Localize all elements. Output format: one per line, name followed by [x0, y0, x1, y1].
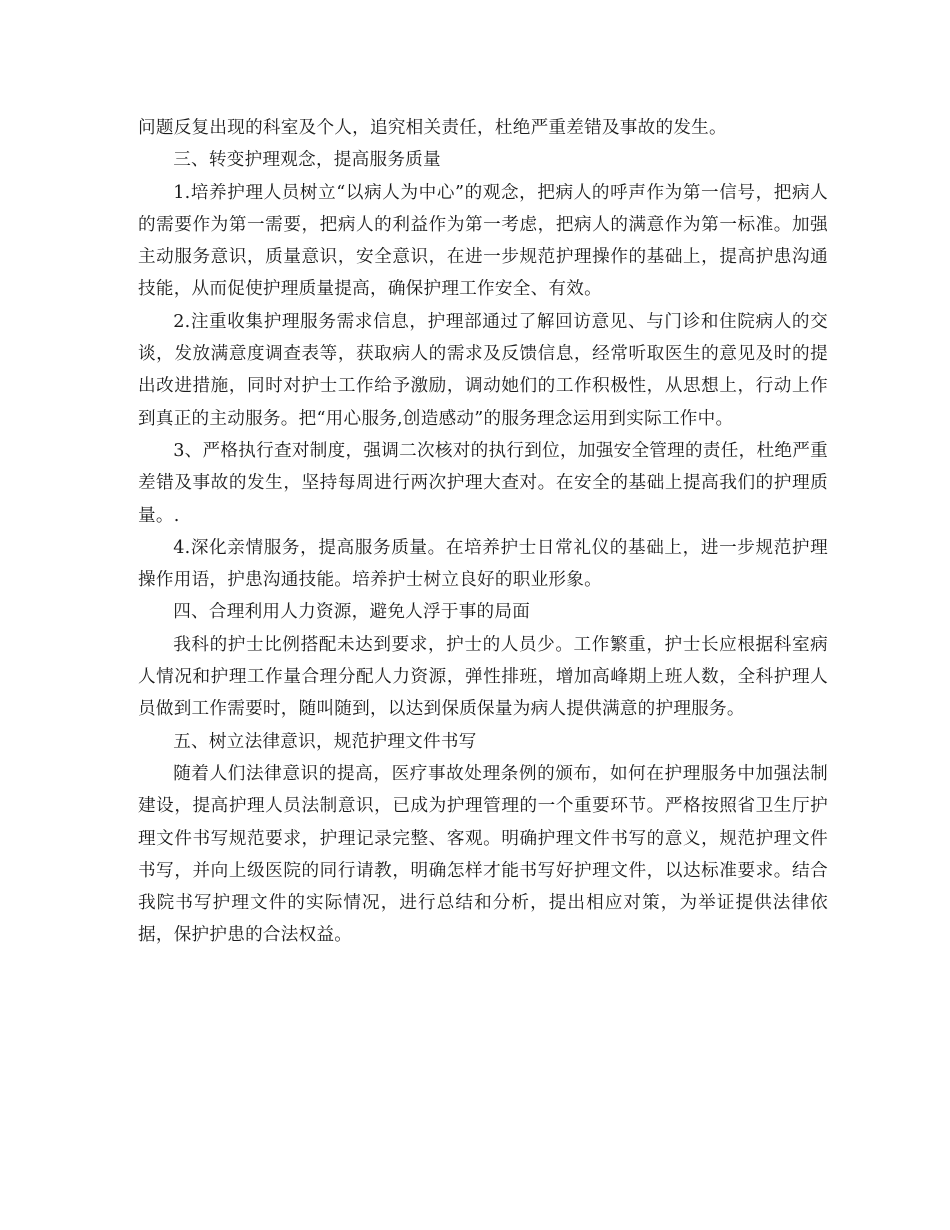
section-heading-5: 五、树立法律意识，规范护理文件书写 — [173, 731, 477, 752]
paragraph-continuation: 问题反复出现的科室及个人，追究相关责任，杜绝严重差错及事故的发生。 — [138, 118, 727, 138]
paragraph-item-1: 1.培养护理人员树立“以病人为中心”的观念，把病人的呼声作为第一信号，把病人的需要作为第一需要，把病人的利益作为第一考虑，把病人的满意作为第一标准。加强主动服务意识，质量意识，安全意识，在进一步规范护理操作的基础上，提高护患沟通技能，从而促使护理质量提高，确保护理工作安全、有效。 — [138, 182, 828, 300]
paragraph-staffing: 我科的护士比例搭配未达到要求，护士的人员少。工作繁重，护士长应根据科室病人情况和护理工作量合理分配人力资源，弹性排班，增加高峰期上班人数，全科护理人员做到工作需要时，随叫随到，以达到保质保量为病人提供满意的护理服务。 — [138, 634, 828, 720]
paragraph-item-4: 4.深化亲情服务，提高服务质量。在培养护士日常礼仪的基础上，进一步规范护理操作用语，护患沟通技能。培养护士树立良好的职业形象。 — [138, 537, 828, 591]
section-heading-4: 四、合理利用人力资源，避免人浮于事的局面 — [173, 602, 531, 623]
paragraph-legal: 随着人们法律意识的提高，医疗事故处理条例的颁布，如何在护理服务中加强法制建设，提高护理人员法制意识，已成为护理管理的一个重要环节。严格按照省卫生厅护理文件书写规范要求，护理记录完整、客观。明确护理文件书写的意义，规范护理文件书写，并向上级医院的同行请教，明确怎样才能书写好护理文件，以达标准要求。结合我院书写护理文件的实际情况，进行总结和分析，提出相应对策，为举证提供法律依据，保护护患的合法权益。 — [138, 763, 828, 946]
document-body — [138, 112, 828, 952]
paragraph-item-2: 2.注重收集护理服务需求信息，护理部通过了解回访意见、与门诊和住院病人的交谈，发放满意度调查表等，获取病人的需求及反馈信息，经常听取医生的意见及时的提出改进措施，同时对护士工作给予激励，调动她们的工作积极性，从思想上，行动上作到真正的主动服务。把“用心服务,创造感动”的服务理念运用到实际工作中。 — [138, 311, 828, 429]
paragraph-item-3: 3、严格执行查对制度，强调二次核对的执行到位，加强安全管理的责任，杜绝严重差错及事故的发生，坚持每周进行两次护理大查对。在安全的基础上提高我们的护理质量。. — [138, 440, 828, 526]
section-heading-3: 三、转变护理观念，提高服务质量 — [173, 150, 441, 171]
